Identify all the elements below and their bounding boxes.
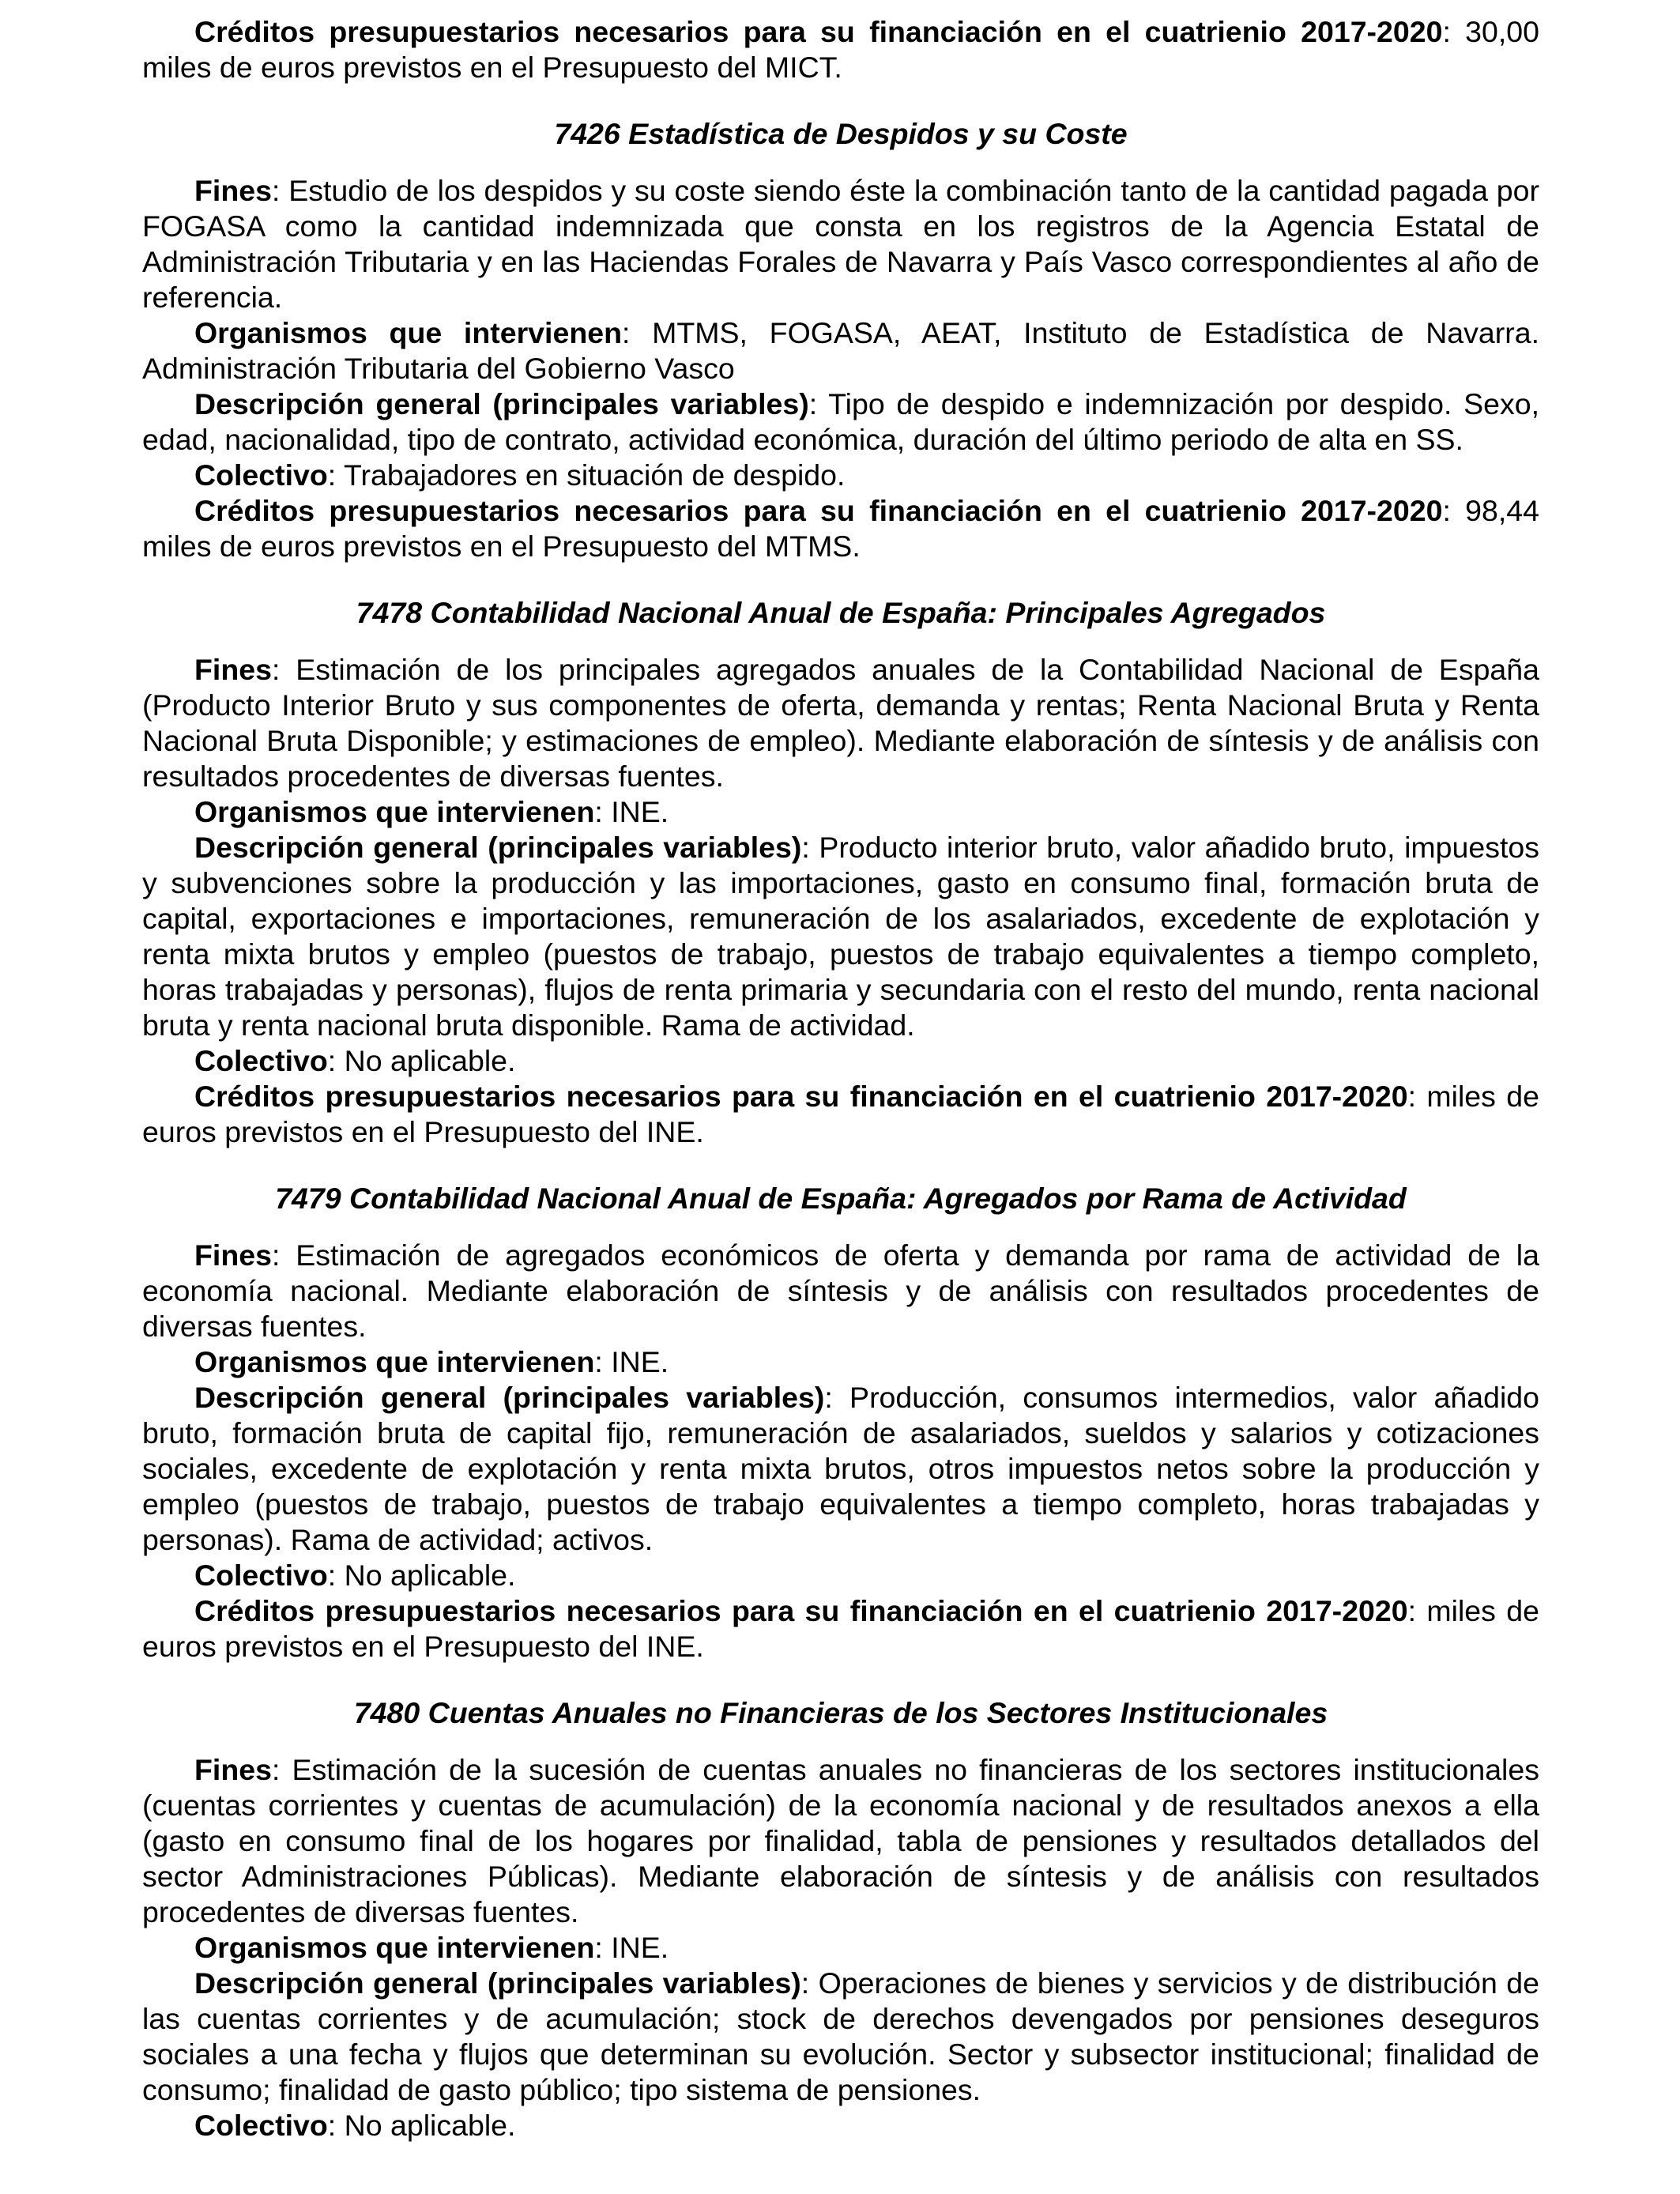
- colectivo-paragraph: [142, 1043, 1539, 1079]
- organismos-label: Organismos que intervienen: [194, 1345, 595, 1378]
- creditos-text: : miles de euros previstos en el Presupuesto del INE.: [142, 1080, 1539, 1148]
- section-title: 7426 Estadística de Despidos y su Coste: [554, 117, 1128, 150]
- descripcion-label: Descripción general (principales variables): [194, 1381, 825, 1414]
- section-title: 7479 Contabilidad Nacional Anual de España: Agregados por Rama de Actividad: [275, 1182, 1407, 1215]
- organismos-label: Organismos que intervienen: [194, 1931, 595, 1964]
- fines-text: : Estimación de los principales agregados anuales de la Contabilidad Nacional de España (Producto Interior Bruto y sus componentes de oferta, demanda y rentas; Renta Nacional Bruta y Renta Nacional Bruta Disponible; y estimaciones de empleo). Mediante elaboración de síntesis y de análisis con resultados procedentes de diversas fuentes.: [142, 653, 1539, 793]
- colectivo-label: Colectivo: [194, 2109, 328, 2142]
- creditos-label: Créditos presupuestarios necesarios para su financiación en el cuatrienio 2017-2020: [194, 15, 1443, 48]
- colectivo-text: : No aplicable.: [327, 1559, 516, 1592]
- section-title: 7480 Cuentas Anuales no Financieras de los Sectores Institucionales: [353, 1696, 1328, 1729]
- descripcion-text: : Operaciones de bienes y servicios y de distribución de las cuentas corrientes y de acumulación; stock de derechos devengados por pensiones deseguros sociales a una fecha y flujos que determinan su evolución. Sector y subsector institucional; finalidad de consumo; finalidad de gasto público; tipo sistema de pensiones.: [142, 1966, 1539, 2106]
- descripcion-text: : Producto interior bruto, valor añadido bruto, impuestos y subvenciones sobre la producción y las importaciones, gasto en consumo final, formación bruta de capital, exportaciones e importaciones, remuneración de los asalariados, excedente de explotación y renta mixta brutos y empleo (puestos de trabajo, puestos de trabajo equivalentes a tiempo completo, horas trabajadas y personas), flujos de renta primaria y secundaria con el resto del mundo, renta nacional bruta y renta nacional bruta disponible. Rama de actividad.: [142, 831, 1539, 1042]
- organismos-text: : INE.: [594, 795, 669, 828]
- fines-paragraph: [142, 652, 1539, 794]
- descripcion-label: Descripción general (principales variables): [194, 387, 809, 420]
- document-page: [142, 14, 1539, 2143]
- descripcion-text: : Tipo de despido e indemnización por despido. Sexo, edad, nacionalidad, tipo de contrato, actividad económica, duración del último periodo de alta en SS.: [142, 387, 1540, 456]
- fines-paragraph: [142, 173, 1539, 315]
- fines-label: Fines: [194, 653, 272, 686]
- organismos-paragraph: [142, 315, 1539, 386]
- creditos-text: : 30,00 miles de euros previstos en el Presupuesto del MICT.: [142, 15, 1540, 84]
- descripcion-paragraph: [142, 1380, 1539, 1558]
- fines-text: : Estimación de agregados económicos de oferta y demanda por rama de actividad de la economía nacional. Mediante elaboración de síntesis y de análisis con resultados procedentes de diversas fuentes.: [142, 1238, 1539, 1343]
- organismos-paragraph: [142, 1930, 1539, 1966]
- fines-paragraph: [142, 1752, 1539, 1930]
- organismos-text: : INE.: [594, 1345, 669, 1378]
- fines-label: Fines: [194, 174, 272, 207]
- colectivo-label: Colectivo: [194, 1044, 328, 1077]
- descripcion-paragraph: [142, 386, 1539, 458]
- organismos-text: : MTMS, FOGASA, AEAT, Instituto de Estadística de Navarra. Administración Tributaria del Gobierno Vasco: [142, 316, 1539, 385]
- fines-label: Fines: [194, 1753, 272, 1786]
- fines-paragraph: [142, 1238, 1539, 1344]
- creditos-paragraph: [142, 1593, 1539, 1664]
- creditos-label: Créditos presupuestarios necesarios para su financiación en el cuatrienio 2017-2020: [194, 1594, 1408, 1627]
- organismos-paragraph: [142, 794, 1539, 830]
- colectivo-paragraph: [142, 1558, 1539, 1593]
- organismos-text: : INE.: [594, 1931, 669, 1964]
- descripcion-paragraph: [142, 830, 1539, 1043]
- intro-creditos-paragraph: [142, 14, 1539, 85]
- colectivo-text: : No aplicable.: [327, 2109, 516, 2142]
- colectivo-paragraph: [142, 458, 1539, 493]
- colectivo-paragraph: [142, 2108, 1539, 2143]
- creditos-paragraph: [142, 493, 1539, 564]
- fines-label: Fines: [194, 1238, 272, 1272]
- descripcion-paragraph: [142, 1966, 1539, 2108]
- organismos-label: Organismos que intervienen: [194, 795, 595, 828]
- organismos-paragraph: [142, 1344, 1539, 1380]
- descripcion-label: Descripción general (principales variables): [194, 1966, 801, 2000]
- creditos-label: Créditos presupuestarios necesarios para su financiación en el cuatrienio 2017-2020: [194, 1080, 1408, 1113]
- descripcion-text: : Producción, consumos intermedios, valor añadido bruto, formación bruta de capital fijo, remuneración de asalariados, sueldos y salarios y cotizaciones sociales, excedente de explotación y renta mixta brutos, otros impuestos netos sobre la producción y empleo (puestos de trabajo, puestos de trabajo equivalentes a tiempo completo, horas trabajadas y personas). Rama de actividad; activos.: [142, 1381, 1540, 1556]
- colectivo-label: Colectivo: [194, 1559, 328, 1592]
- creditos-label: Créditos presupuestarios necesarios para su financiación en el cuatrienio 2017-2020: [194, 494, 1443, 527]
- creditos-paragraph: [142, 1079, 1539, 1150]
- creditos-text: : 98,44 miles de euros previstos en el Presupuesto del MTMS.: [142, 494, 1540, 563]
- fines-text: : Estudio de los despidos y su coste siendo éste la combinación tanto de la cantidad pagada por FOGASA como la cantidad indemnizada que consta en los registros de la Agencia Estatal de Administración Tributaria y en las Haciendas Forales de Navarra y País Vasco correspondientes al año de referencia.: [142, 174, 1539, 314]
- creditos-text: : miles de euros previstos en el Presupuesto del INE.: [142, 1594, 1539, 1663]
- colectivo-label: Colectivo: [194, 458, 328, 492]
- organismos-label: Organismos que intervienen: [194, 316, 622, 349]
- descripcion-label: Descripción general (principales variables): [194, 831, 802, 864]
- colectivo-text: : Trabajadores en situación de despido.: [327, 458, 846, 492]
- section-title: 7478 Contabilidad Nacional Anual de España: Principales Agregados: [356, 596, 1326, 629]
- colectivo-text: : No aplicable.: [327, 1044, 516, 1077]
- fines-text: : Estimación de la sucesión de cuentas anuales no financieras de los sectores institucionales (cuentas corrientes y cuentas de acumulación) de la economía nacional y de resultados anexos a ella (gasto en consumo final de los hogares por finalidad, tabla de pensiones y resultados detallados del sector Administraciones Públicas). Mediante elaboración de síntesis y de análisis con resultados procedentes de diversas fuentes.: [142, 1753, 1539, 1928]
